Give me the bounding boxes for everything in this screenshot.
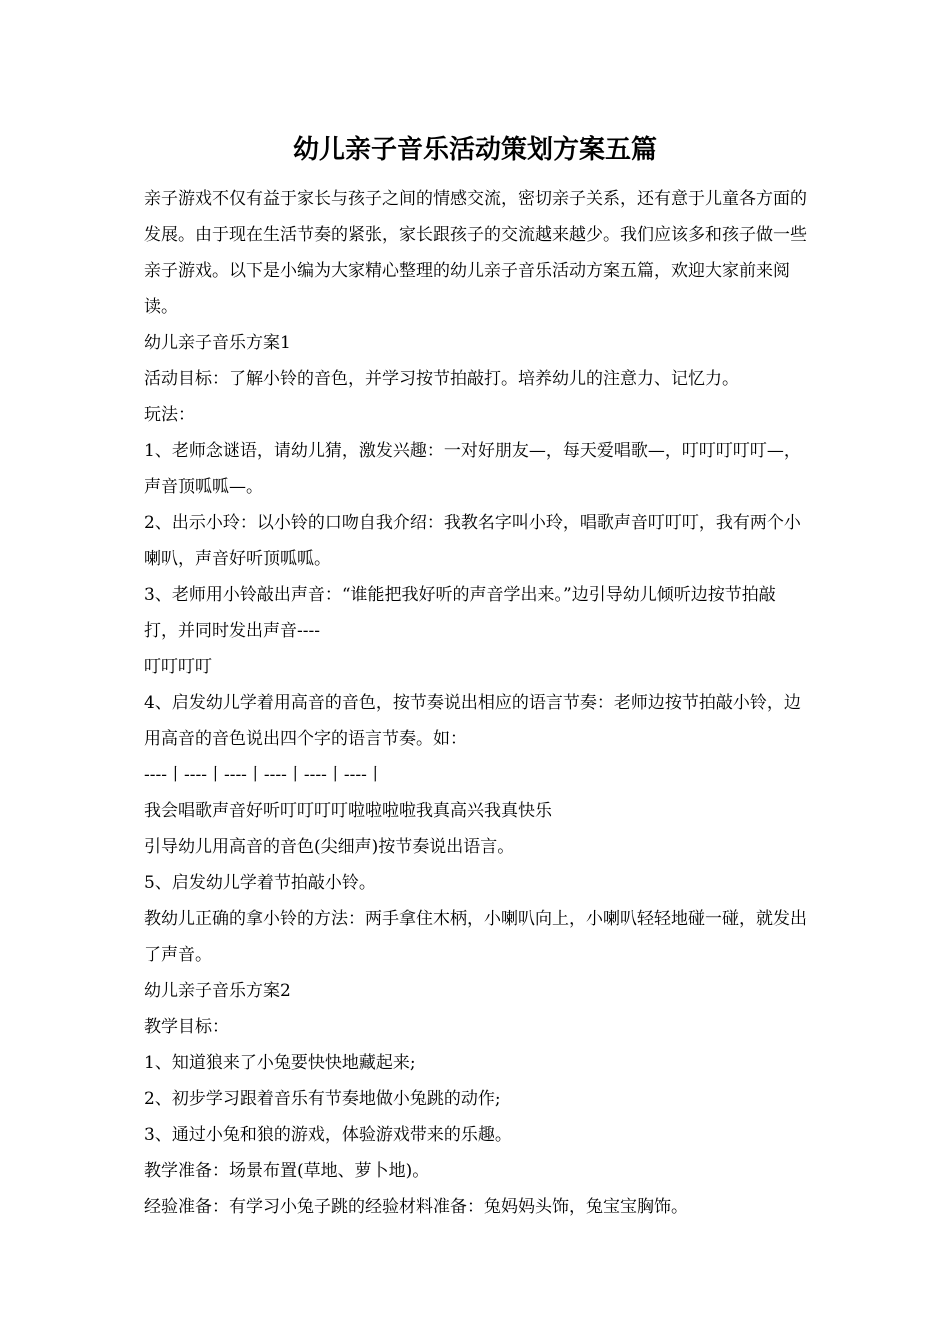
step-2: 2、出示小玲：以小铃的口吻自我介绍：我教名字叫小玲，唱歌声音叮叮叮，我有两个小喇叭，声音好听顶呱呱。 <box>144 513 801 569</box>
sound-text: 叮叮叮叮 <box>144 657 212 677</box>
step-3: 3、老师用小铃敲出声音：“谁能把我好听的声音学出来。”边引导幼儿倾听边按节拍敲打，并同时发出声音---- <box>144 585 776 641</box>
bell-holding-method: 教幼儿正确的拿小铃的方法：两手拿住木柄，小喇叭向上，小喇叭轻轻地碰一碰，就发出了声音。 <box>144 909 807 965</box>
play-method-label: 玩法： <box>144 405 195 425</box>
goal-1: 1、知道狼来了小兔要快快地藏起来; <box>144 1053 416 1073</box>
rhythm-pattern: ----丨----丨----丨----丨----丨----丨 <box>144 765 384 785</box>
section-heading-plan-2: 幼儿亲子音乐方案2 <box>144 981 291 1001</box>
goal-2: 2、初步学习跟着音乐有节奏地做小兔跳的动作; <box>144 1089 501 1109</box>
document-title: 幼儿亲子音乐活动策划方案五篇 <box>292 135 657 165</box>
step-1: 1、老师念谜语，请幼儿猜，激发兴趣：一对好朋友—，每天爱唱歌—，叮叮叮叮叮—，声音顶呱呱—。 <box>144 441 801 497</box>
goal-3: 3、通过小兔和狼的游戏，体验游戏带来的乐趣。 <box>144 1125 512 1145</box>
section-heading-plan-1: 幼儿亲子音乐方案1 <box>144 333 291 353</box>
teaching-preparation: 教学准备：场景布置(草地、萝卜地)。 <box>144 1161 430 1181</box>
experience-preparation: 经验准备：有学习小兔子跳的经验材料准备：兔妈妈头饰，兔宝宝胸饰。 <box>144 1197 688 1217</box>
rhythm-lyrics: 我会唱歌声音好听叮叮叮叮啦啦啦啦我真高兴我真快乐 <box>144 801 552 821</box>
step-4: 4、启发幼儿学着用高音的音色，按节奏说出相应的语言节奏：老师边按节拍敲小铃，边用高音的音色说出四个字的语言节奏。如： <box>144 693 801 749</box>
teaching-goal-label: 教学目标： <box>144 1017 229 1037</box>
document-body <box>144 181 808 1225</box>
guide-text: 引导幼儿用高音的音色(尖细声)按节奏说出语言。 <box>144 837 515 857</box>
activity-goal: 活动目标：了解小铃的音色，并学习按节拍敲打。培养幼儿的注意力、记忆力。 <box>144 369 739 389</box>
intro-paragraph: 亲子游戏不仅有益于家长与孩子之间的情感交流，密切亲子关系，还有意于儿童各方面的发展。由于现在生活节奏的紧张，家长跟孩子的交流越来越少。我们应该多和孩子做一些亲子游戏。以下是小编为大家精心整理的幼儿亲子音乐活动方案五篇，欢迎大家前来阅读。 <box>144 189 807 317</box>
step-5: 5、启发幼儿学着节拍敲小铃。 <box>144 873 376 893</box>
